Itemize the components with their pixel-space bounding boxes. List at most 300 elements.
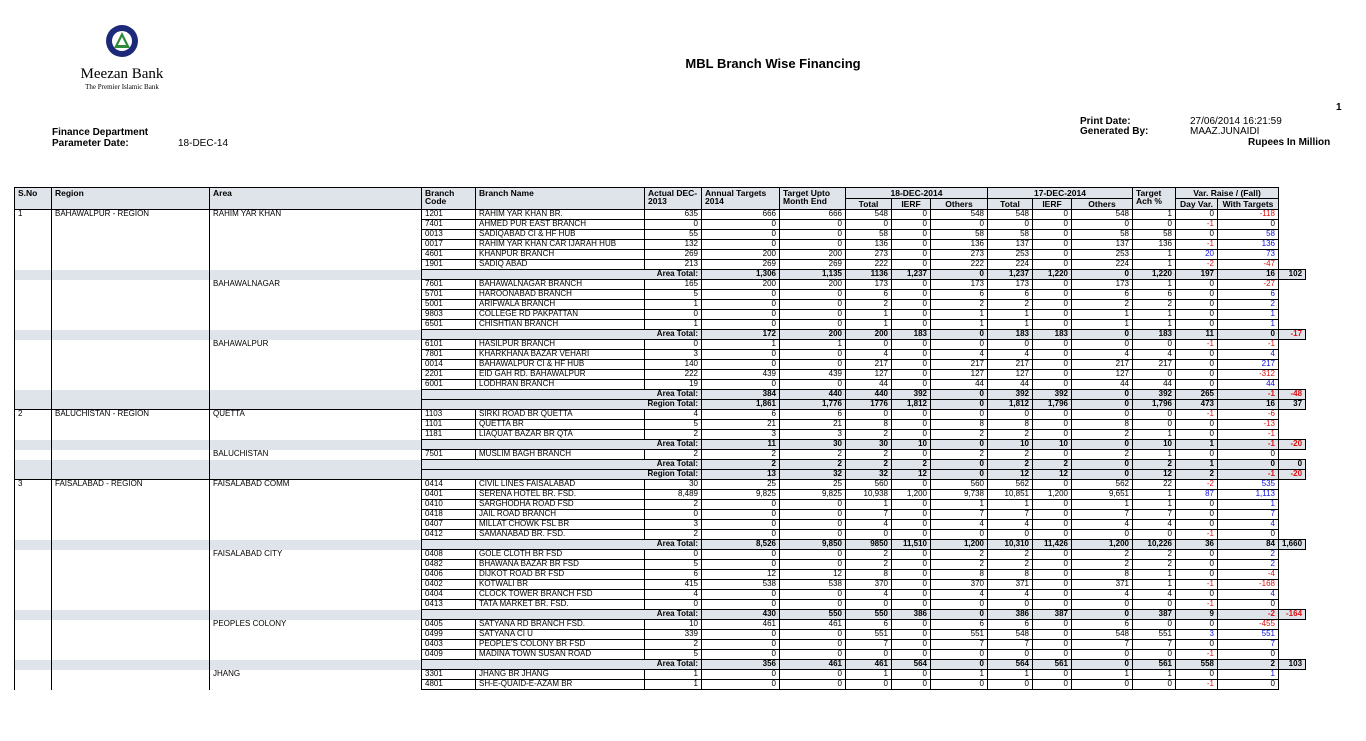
branch-name-cell: RAHIM YAR KHAN BR.	[476, 210, 645, 220]
sno-cell	[15, 220, 52, 230]
col-others-1: Others	[931, 199, 988, 210]
value-cell: 84	[1218, 540, 1279, 550]
value-cell: 0	[1133, 420, 1176, 430]
value-cell: 1	[645, 320, 702, 330]
value-cell: 173	[988, 280, 1033, 290]
value-cell: -1	[1176, 530, 1218, 540]
value-cell: 561	[1033, 660, 1072, 670]
value-cell: 7	[931, 510, 988, 520]
generated-by-value: MAAZ.JUNAIDI	[1190, 126, 1260, 137]
branch-name-cell: LODHRAN BRANCH	[476, 380, 645, 390]
value-cell: 0	[780, 500, 846, 510]
value-cell: 1	[1133, 310, 1176, 320]
value-cell: 0	[892, 230, 931, 240]
area-cell	[210, 610, 422, 620]
value-cell: 2	[846, 430, 892, 440]
value-cell: 1	[780, 340, 846, 350]
value-cell: 0	[1033, 370, 1072, 380]
value-cell: 12	[1033, 470, 1072, 480]
table-row	[15, 680, 1306, 690]
value-cell: 0	[1033, 230, 1072, 240]
value-cell: 0	[780, 380, 846, 390]
value-cell: 127	[931, 370, 988, 380]
value-cell: 0	[702, 600, 780, 610]
table-row	[15, 530, 1306, 540]
branch-name-cell: HAROONABAD BRANCH	[476, 290, 645, 300]
value-cell: 0	[892, 370, 931, 380]
value-cell: 2	[702, 460, 780, 470]
value-cell: 11,510	[892, 540, 931, 550]
area-cell: BALUCHISTAN	[210, 450, 422, 460]
value-cell: 10	[1133, 440, 1176, 450]
value-cell: 10	[988, 440, 1033, 450]
value-cell: 0	[1218, 680, 1279, 690]
sno-cell	[15, 330, 52, 340]
value-cell: 0	[1133, 650, 1176, 660]
value-cell: -1	[1218, 390, 1279, 400]
sno-cell	[15, 650, 52, 660]
region-cell	[52, 340, 210, 350]
value-cell: 2	[846, 300, 892, 310]
branch-code-cell: 0406	[422, 570, 476, 580]
region-cell	[52, 670, 210, 680]
value-cell: 73	[1218, 250, 1279, 260]
value-cell: 0	[931, 410, 988, 420]
col-group-var: Var. Raise / (Fall)	[1176, 188, 1279, 199]
value-cell: 4	[846, 520, 892, 530]
branch-name-cell: MILLAT CHOWK FSL BR	[476, 520, 645, 530]
value-cell: 0	[780, 300, 846, 310]
value-cell: -27	[1218, 280, 1279, 290]
table-row	[15, 590, 1306, 600]
value-cell: 370	[846, 580, 892, 590]
value-cell: 200	[780, 250, 846, 260]
value-cell: 2	[1133, 560, 1176, 570]
value-cell: 0	[1218, 220, 1279, 230]
value-cell: -47	[1218, 260, 1279, 270]
value-cell: 370	[931, 580, 988, 590]
value-cell: 1	[1072, 320, 1133, 330]
table-row	[15, 570, 1306, 580]
branch-code-cell: 9803	[422, 310, 476, 320]
sno-cell	[15, 250, 52, 260]
area-cell	[210, 660, 422, 670]
sno-cell	[15, 560, 52, 570]
region-cell	[52, 650, 210, 660]
branch-name-cell: ARIFWALA BRANCH	[476, 300, 645, 310]
value-cell: 0	[892, 410, 931, 420]
value-cell: 0	[1033, 290, 1072, 300]
sno-cell	[15, 470, 52, 480]
value-cell: 217	[1133, 360, 1176, 370]
value-cell: 0	[1072, 340, 1133, 350]
value-cell: 3	[1176, 630, 1218, 640]
value-cell: -1	[1176, 410, 1218, 420]
value-cell: 0	[1133, 600, 1176, 610]
total-label: Area Total:	[422, 610, 702, 620]
branch-code-cell: 6001	[422, 380, 476, 390]
area-cell	[210, 590, 422, 600]
value-cell: 1,113	[1218, 490, 1279, 500]
sno-cell	[15, 400, 52, 410]
sno-cell	[15, 420, 52, 430]
value-cell: -1	[1176, 600, 1218, 610]
value-cell: 0	[1072, 650, 1133, 660]
print-info	[1080, 116, 1282, 137]
value-cell: 2	[1072, 430, 1133, 440]
value-cell: 7	[1072, 510, 1133, 520]
value-cell: 273	[931, 250, 988, 260]
value-cell: 0	[702, 220, 780, 230]
value-cell: 0	[892, 500, 931, 510]
value-cell: 8	[988, 420, 1033, 430]
value-cell: 10,851	[988, 490, 1033, 500]
region-cell	[52, 330, 210, 340]
value-cell: 0	[702, 530, 780, 540]
value-cell: 0	[988, 650, 1033, 660]
value-cell: 6	[846, 290, 892, 300]
region-cell: BAHAWALPUR - REGION	[52, 210, 210, 220]
area-cell	[210, 540, 422, 550]
area-cell	[210, 370, 422, 380]
table-row	[15, 310, 1306, 320]
value-cell: 0	[780, 310, 846, 320]
area-cell	[210, 470, 422, 480]
branch-name-cell: SATYANA CI U	[476, 630, 645, 640]
value-cell: 0	[931, 390, 988, 400]
area-cell: FAISALABAD CITY	[210, 550, 422, 560]
value-cell: -164	[1279, 610, 1306, 620]
value-cell: 0	[780, 230, 846, 240]
region-cell	[52, 430, 210, 440]
table-row	[15, 250, 1306, 260]
value-cell: 0	[702, 230, 780, 240]
print-date-value: 27/06/2014 16:21:59	[1190, 116, 1282, 127]
table-row	[15, 670, 1306, 680]
value-cell: 4	[988, 350, 1033, 360]
value-cell: 0	[1033, 560, 1072, 570]
bank-name: Meezan Bank	[80, 66, 164, 82]
print-date-label: Print Date:	[1080, 116, 1131, 127]
value-cell: 538	[780, 580, 846, 590]
value-cell: 2	[645, 450, 702, 460]
value-cell: 1,796	[1133, 400, 1176, 410]
value-cell: 1	[931, 670, 988, 680]
value-cell: 2	[846, 450, 892, 460]
sno-cell	[15, 260, 52, 270]
value-cell: 2	[931, 300, 988, 310]
value-cell: 136	[846, 240, 892, 250]
table-row	[15, 430, 1306, 440]
table-header-row	[15, 188, 1306, 199]
area-cell	[210, 580, 422, 590]
value-cell: 9,651	[1072, 490, 1133, 500]
value-cell: 0	[931, 530, 988, 540]
region-cell	[52, 680, 210, 690]
value-cell: 0	[1033, 240, 1072, 250]
sno-cell	[15, 370, 52, 380]
value-cell: 4	[1218, 350, 1279, 360]
value-cell: 0	[1072, 440, 1133, 450]
value-cell: 9	[1176, 610, 1218, 620]
value-cell: 440	[846, 390, 892, 400]
value-cell: 7	[931, 640, 988, 650]
value-cell: 1	[1072, 670, 1133, 680]
value-cell: 550	[780, 610, 846, 620]
value-cell: 0	[1176, 210, 1218, 220]
table-row	[15, 640, 1306, 650]
value-cell: 1	[1133, 580, 1176, 590]
value-cell: 0	[1279, 460, 1306, 470]
value-cell: 2	[1133, 460, 1176, 470]
value-cell: 12	[892, 470, 931, 480]
value-cell: 0	[1218, 450, 1279, 460]
value-cell: 58	[1218, 230, 1279, 240]
value-cell: 0	[1033, 360, 1072, 370]
value-cell: 2	[988, 560, 1033, 570]
value-cell: 0	[1033, 500, 1072, 510]
value-cell: -1	[1218, 440, 1279, 450]
value-cell: 0	[892, 560, 931, 570]
sno-cell	[15, 630, 52, 640]
value-cell: 200	[780, 330, 846, 340]
value-cell: 1	[1072, 500, 1133, 510]
col-ierf-1: IERF	[892, 199, 931, 210]
value-cell: 0	[1033, 480, 1072, 490]
value-cell: 0	[645, 510, 702, 520]
branch-code-cell: 0482	[422, 560, 476, 570]
table-body	[15, 210, 1306, 690]
branch-code-cell: 7601	[422, 280, 476, 290]
value-cell: 550	[846, 610, 892, 620]
value-cell: 200	[702, 250, 780, 260]
area-cell: PEOPLES COLONY	[210, 620, 422, 630]
sno-cell	[15, 550, 52, 560]
value-cell: 10,310	[988, 540, 1033, 550]
value-cell: 0	[1033, 410, 1072, 420]
col-with-targets: With Targets	[1218, 199, 1279, 210]
value-cell: 0	[1072, 330, 1133, 340]
value-cell: 9850	[846, 540, 892, 550]
col-branch-code: Branch Code	[422, 188, 476, 210]
region-cell	[52, 550, 210, 560]
value-cell: 3	[645, 520, 702, 530]
value-cell: -13	[1218, 420, 1279, 430]
value-cell: 2	[1133, 550, 1176, 560]
region-cell	[52, 570, 210, 580]
col-group-18dec: 18-DEC-2014	[846, 188, 988, 199]
value-cell: 0	[846, 600, 892, 610]
region-cell: FAISALABAD - REGION	[52, 480, 210, 490]
value-cell: -1	[1176, 650, 1218, 660]
branch-name-cell: KHANPUR BRANCH	[476, 250, 645, 260]
branch-name-cell: CHISHTIAN BRANCH	[476, 320, 645, 330]
value-cell: 8,489	[645, 490, 702, 500]
value-cell: 21	[780, 420, 846, 430]
value-cell: 32	[846, 470, 892, 480]
branch-code-cell: 7801	[422, 350, 476, 360]
value-cell: 0	[892, 290, 931, 300]
table-row	[15, 490, 1306, 500]
value-cell: 224	[988, 260, 1033, 270]
value-cell: 0	[1218, 650, 1279, 660]
value-cell: -2	[1218, 610, 1279, 620]
value-cell: 0	[1033, 510, 1072, 520]
value-cell: 0	[702, 680, 780, 690]
sno-cell	[15, 540, 52, 550]
value-cell: 0	[702, 500, 780, 510]
value-cell: 1,200	[1072, 540, 1133, 550]
value-cell: 172	[702, 330, 780, 340]
branch-code-cell: 0407	[422, 520, 476, 530]
value-cell: 8	[931, 570, 988, 580]
branch-name-cell: TATA MARKET BR. FSD.	[476, 600, 645, 610]
value-cell: 3	[780, 430, 846, 440]
col-day-var: Day Var.	[1176, 199, 1218, 210]
sno-cell	[15, 620, 52, 630]
generated-by-label: Generated By:	[1080, 126, 1149, 137]
table-row	[15, 450, 1306, 460]
value-cell: 217	[1218, 360, 1279, 370]
value-cell: 0	[1176, 280, 1218, 290]
branch-code-cell: 0414	[422, 480, 476, 490]
value-cell: 440	[780, 390, 846, 400]
total-row	[15, 440, 1306, 450]
value-cell: 1776	[846, 400, 892, 410]
value-cell: 0	[780, 590, 846, 600]
sno-cell	[15, 680, 52, 690]
value-cell: 0	[780, 320, 846, 330]
value-cell: 0	[780, 510, 846, 520]
table-row	[15, 350, 1306, 360]
total-label: Area Total:	[422, 390, 702, 400]
value-cell: 12	[988, 470, 1033, 480]
value-cell: 0	[892, 250, 931, 260]
value-cell: 1	[846, 670, 892, 680]
value-cell: 6	[988, 620, 1033, 630]
col-target-ach: Target Ach %	[1133, 188, 1176, 210]
value-cell: 551	[1133, 630, 1176, 640]
value-cell: 0	[1033, 430, 1072, 440]
total-label: Area Total:	[422, 660, 702, 670]
value-cell: 269	[645, 250, 702, 260]
value-cell: 0	[780, 240, 846, 250]
value-cell: 0	[931, 330, 988, 340]
value-cell: 7	[988, 640, 1033, 650]
value-cell: 0	[892, 350, 931, 360]
region-cell	[52, 640, 210, 650]
value-cell: 5	[645, 290, 702, 300]
area-cell	[210, 310, 422, 320]
value-cell: 461	[780, 620, 846, 630]
value-cell: 473	[1176, 400, 1218, 410]
value-cell: 1	[1218, 320, 1279, 330]
area-cell: BAHAWALNAGAR	[210, 280, 422, 290]
table-row	[15, 230, 1306, 240]
area-cell: QUETTA	[210, 410, 422, 420]
value-cell: 0	[1072, 220, 1133, 230]
value-cell: 7	[1133, 640, 1176, 650]
value-cell: 0	[702, 300, 780, 310]
value-cell: 2	[931, 550, 988, 560]
col-others-2: Others	[1072, 199, 1133, 210]
value-cell: 265	[1176, 390, 1218, 400]
value-cell: 371	[988, 580, 1033, 590]
branch-code-cell: 5001	[422, 300, 476, 310]
sno-cell	[15, 530, 52, 540]
region-cell	[52, 500, 210, 510]
branch-name-cell: JAIL ROAD BRANCH	[476, 510, 645, 520]
table-row	[15, 220, 1306, 230]
value-cell: 269	[702, 260, 780, 270]
report-title: MBL Branch Wise Financing	[685, 56, 861, 71]
branch-name-cell: SIRKI ROAD BR QUETTA	[476, 410, 645, 420]
branch-name-cell: JHANG BR JHANG	[476, 670, 645, 680]
value-cell: 22	[1133, 480, 1176, 490]
value-cell: 3	[645, 350, 702, 360]
value-cell: 2	[931, 450, 988, 460]
value-cell: 0	[931, 440, 988, 450]
sno-cell	[15, 610, 52, 620]
sno-cell	[15, 360, 52, 370]
sno-cell	[15, 580, 52, 590]
region-cell	[52, 660, 210, 670]
value-cell: 0	[846, 680, 892, 690]
region-cell	[52, 560, 210, 570]
value-cell: 0	[780, 350, 846, 360]
value-cell: 44	[1072, 380, 1133, 390]
value-cell: 635	[645, 210, 702, 220]
region-cell	[52, 470, 210, 480]
region-cell	[52, 510, 210, 520]
value-cell: 415	[645, 580, 702, 590]
table-row	[15, 510, 1306, 520]
value-cell: 0	[1176, 350, 1218, 360]
value-cell: 0	[892, 450, 931, 460]
value-cell: 0	[1176, 640, 1218, 650]
region-cell	[52, 380, 210, 390]
value-cell: 0	[1176, 320, 1218, 330]
financing-table	[14, 187, 1306, 690]
sno-cell: 1	[15, 210, 52, 220]
value-cell: 356	[702, 660, 780, 670]
region-cell	[52, 220, 210, 230]
value-cell: 0	[892, 680, 931, 690]
value-cell: 0	[931, 470, 988, 480]
area-cell	[210, 230, 422, 240]
value-cell: 0	[892, 310, 931, 320]
value-cell: 0	[1072, 530, 1133, 540]
value-cell: 0	[1033, 450, 1072, 460]
total-row	[15, 540, 1306, 550]
value-cell: 11	[702, 440, 780, 450]
value-cell: -1	[1176, 680, 1218, 690]
value-cell: -455	[1218, 620, 1279, 630]
area-cell	[210, 460, 422, 470]
value-cell: -1	[1176, 340, 1218, 350]
branch-name-cell: DIJKOT ROAD BR FSD	[476, 570, 645, 580]
branch-code-cell: 0403	[422, 640, 476, 650]
value-cell: 1,200	[892, 490, 931, 500]
value-cell: 0	[1033, 520, 1072, 530]
value-cell: 2	[892, 460, 931, 470]
value-cell: 0	[702, 550, 780, 560]
col-area: Area	[210, 188, 422, 210]
value-cell: -1	[1218, 340, 1279, 350]
value-cell: 548	[931, 210, 988, 220]
area-cell	[210, 440, 422, 450]
area-cell	[210, 240, 422, 250]
